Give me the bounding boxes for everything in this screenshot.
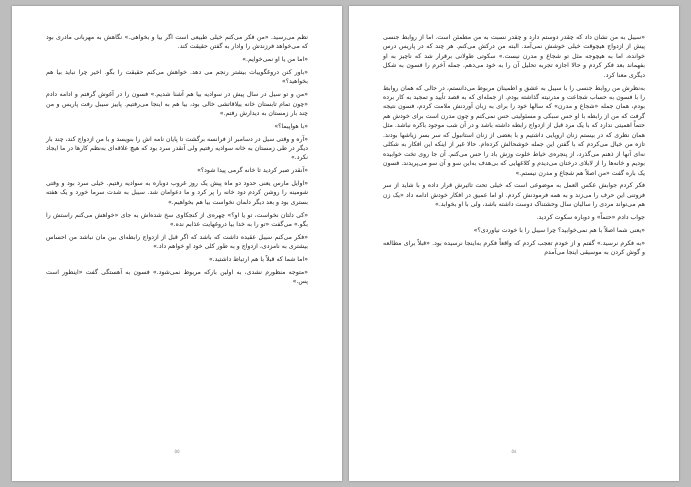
paragraph: «من و تو سیل در سال پیش در سوادیه بیا هم آشنا شدیم.» فسون را در آغوش گرفتم و ادامه دادم «چون تمام تابستان خانه ییلاقاتشی خالی بود، بیا هم به اینجا می‌رفتیم. پاییز سیبل رفت پاریس و من چند بار زمستان به دیدارش رفتم.» bbox=[46, 91, 308, 118]
paragraph: «سیبل به من نشان داد که چقدر دوستم دارد و چقدر نسبت به من مطمئن است. اما از روابط جنسی پیش از ازدواج هیچوقت خیلی خوشش نمی‌آمد. البته من درکش می‌کنم. هر چند که در پاریس درس خوانده، اما به هیچوجه مثل تو شجاع و مدرن نیست.» سکوتی طولانی برقرار شد که ناچیز به او بفهماند بعد فکر کردم و حالا اجازه تجربه تحلیل آن را به خود می‌دهم. جمله آخرم را فسون به شکل دیگری معنا کرد. bbox=[383, 34, 645, 79]
page-number-right: ٥٤ bbox=[511, 449, 517, 455]
paragraph: «فکر می‌کنم سیبل عقیده داشت که باشد که اگر قبل از ازدواج رابطه‌ای بین مان نباشد من احساس بیشتری به نامزدی، ازدواج و به طور کلی خود او خواهم داد.» bbox=[46, 233, 308, 251]
paragraph: «با هواپیما؟» bbox=[274, 122, 308, 130]
paragraph: فکر کردم جوابش عکس العمل به موضوعی است که خیلی تحت تاثیرش قرار داده و با شاید از سر فروتنی این حرف را می‌زند و به همه فرمودنش کردم. او اما عمیق در افکار خودش ادامه داد «یک زن هم می‌تواند مردی را سالیان سال وحشتناک دوست داشته باشد، ولی با او بخوابد.» bbox=[383, 182, 645, 209]
paragraph: نظم می‌رسید. «من فکر می‌کنم خیلی طبیعی است اگر بیا و بخواهی.» نگاهش به مهربانی مادری بود که می‌خواهد فرزندش را وادار به گفتن حقیقت کند. bbox=[46, 34, 308, 51]
paragraph: «اوایل مارس یعنی حدود دو ماه پیش یک روز غروب دوباره به سوادیه رفتیم. خیلی سرد بود و وقتی شومینه را روشن کردم دود خانه را پر کرد و ما دعوامان شد. سیبل به شدت سرما خورد و یک هفته بستری بود و بعد دیگر دلمان نخواست بیا هم بخواهیم.» bbox=[46, 179, 308, 206]
paragraph: «به فکرم نرسید.» گفتم و از خودم تعجب کردم که واقعاً فکرم به‌اینجا نرسیده بود. «قبلاً برای مطالعه و گوش کردن به موسیقی اینجا می‌آمدم bbox=[383, 239, 645, 256]
page-text-left bbox=[46, 33, 308, 290]
book-page-right bbox=[349, 6, 679, 481]
paragraph: «یعنی شما اصلاً با هم نمی‌خوابید؟ چرا سیبل را با خودت نیاوردی؟» bbox=[473, 226, 645, 234]
book-page-left bbox=[12, 6, 342, 481]
paragraph: جواب دادم «حتماً» و دوباره سکوت کردید. bbox=[536, 214, 645, 222]
paragraph: «باور کنن دروغگوییات بیشتر رنجم می دهد. خواهش می‌کنم حقیقت را بگو. اخیر چرا نباید بیا هم بخواهید؟» bbox=[46, 68, 308, 86]
paragraph: «آره و وقتی سیل در دسامبر از فرانسه برگشت تا پایان نامه اش را بنویسد و با من ازدواج کند، چند بار دیگر در طی زمستان به خانه سوادیه رفتیم ولی آنقدر سرد بود که هیچ علاقه‌ای به‌نظم کارها در ما ایجاد نکرد.» bbox=[46, 135, 308, 162]
paragraph: «متوجه منظورم نشدی، به اولین بارکه مربوط نمی‌شود.» فسون به آهستگی گفت «اینطور است پس.» bbox=[46, 268, 308, 286]
page-text-right bbox=[383, 33, 645, 261]
paragraph: به‌نظرش من روابط جنسی را با سیبل به عشق و اطمینان مربوط می‌دانستم، در حالی که همان روابط را با فسون به حساب شجاعت و مدرنیته گذاشته بودم. از جمله‌ای که به قصد تأیید و تمجید به کار برده بودم، همان جمله «شجاع و مدرن» که سالها خود را برای به زبان آوردنش ملامت کردم، فسون نتیجه گرفت که من از رابطه با او حس سبکی و مسئولیتی حس نمی‌کنم و چون مدرن است برای خودش هم حتماً اهمیتی ندارد که با یک مرد قبل از ازدواج رابطه داشته باشد و در آن شب موجود باکره نباشد. مثل همان نظری که در بیستم زنان اروپایی داشتیم و با بعضی از زنان استانبول که سر بسر زیاشها بودند. تازه من خیال می‌کردم که با گفتن این جمله خوشحالش کرده‌ام. حالا غیر از اینکه این افکار به شکلی نه‌ای آنها از ذهنم می‌گذرد، از پنجره‌ی خیاط خلوت وزش باد را حس می‌کنم. آن جا روی تخت خوابیده بودیم و خانه‌ها را از لابلای درختان می‌دیدم و کلاغهایی که بی‌هدف به‌این سو و آن سو می‌پریدند. فسون یک باره گفت «من اصلاً هم شجاع و مدرن نیستم.» bbox=[383, 84, 645, 177]
paragraph: «اما شما که قبلاً با هم ارتباط داشتید.» bbox=[208, 256, 308, 264]
paragraph: «آنقدر صبر کردید تا خانه گرمی پیدا شود؟» bbox=[197, 167, 308, 175]
paragraph: «اما من یا او نمی‌خوایم.» bbox=[242, 56, 308, 64]
page-number-left: ٥٥ bbox=[174, 449, 180, 455]
paragraph: «کی دلتان نخواست، تو یا او؟» چهره‌ی از کنجکاوی سخ شده‌اش به جای «خواهش می‌کنم راستش را بگو.» می‌گفت «تو را به خدا بیا دروغهایت عذابم نده.» bbox=[46, 211, 308, 229]
